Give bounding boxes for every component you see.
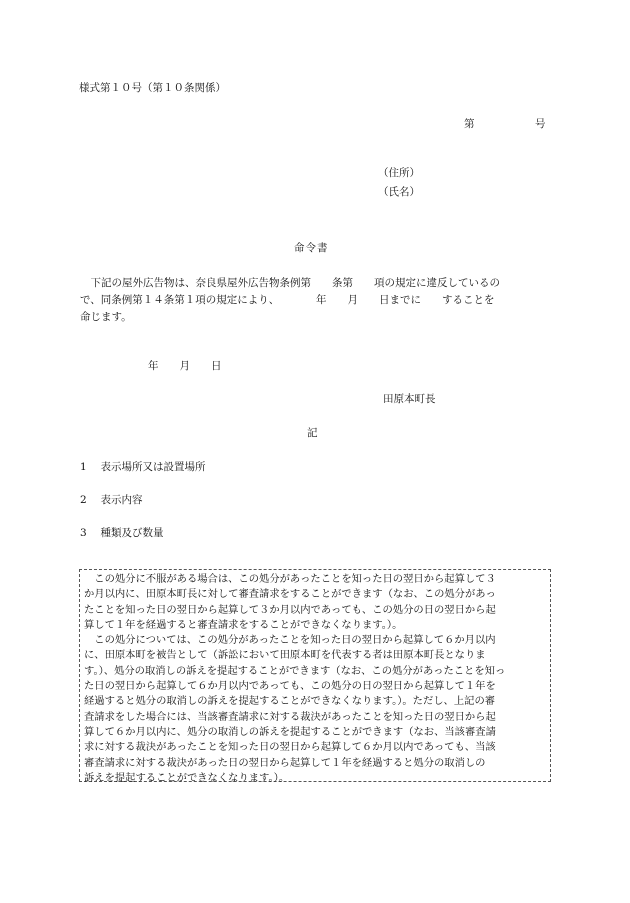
document-number-label: 第 [464, 118, 475, 130]
notice-line: この処分に不服がある場合は、この処分があったことを知った日の翌日から起算して３ [94, 573, 496, 585]
notice-line: 算して６か月以内に、処分の取消しの訴えを提起することができます（なお、当該審査請 [84, 725, 496, 738]
document-number-suffix: 号 [535, 118, 546, 130]
notice-line: 算して１年を経過すると審査請求をすることができなくなります。）。 [84, 618, 403, 631]
issuer-name: 田原本町長 [383, 393, 436, 405]
notice-line: この処分については、この処分があったことを知った日の翌日から起算して６か月以内 [94, 634, 496, 647]
item-display-content: 2 表示内容 [80, 494, 143, 506]
notice-line: に、田原本町を被告として（訴訟において田原本町を代表する者は田原本町長となりま [84, 649, 486, 662]
notice-line: 求に対する裁決があったことを知った日の翌日から起算して６か月以内であっても、当該 [84, 741, 496, 754]
date-line: 年 月 日 [148, 360, 222, 372]
ki-heading: 記 [307, 427, 318, 439]
appeal-notice-box [79, 569, 551, 782]
notice-line: たことを知った日の翌日から起算して３か月以内であっても、この処分の日の翌日から起 [84, 603, 496, 616]
body-line: 下記の屋外広告物は、奈良県屋外広告物条例第 条第 項の規定に違反しているの [90, 277, 500, 289]
name-label: （氏名） [378, 186, 420, 198]
order-body [80, 275, 552, 326]
notice-line: た日の翌日から起算して６か月以内であっても、この処分の日の翌日から起算して１年を [84, 680, 496, 693]
form-number: 様式第１０号（第１０条関係） [79, 82, 226, 94]
body-line: 命じます。 [80, 311, 132, 323]
item-type-quantity: 3 種類及び数量 [80, 527, 164, 539]
notice-line: か月以内に、田原本町長に対して審査請求をすることができます（なお、この処分があっ [84, 588, 496, 601]
item-display-location: 1 表示場所又は設置場所 [80, 461, 206, 473]
body-line: で、同条例第１４条第１項の規定により、 年 月 日までに することを [80, 294, 495, 306]
address-label: （住所） [378, 167, 420, 179]
notice-line: 訴えを提起することができなくなります。）。 [84, 771, 290, 784]
document-title: 命令書 [294, 242, 329, 254]
notice-line: 経過すると処分の取消しの訴えを提起することができなくなります。）。ただし、上記の審 [84, 695, 496, 708]
notice-line: す。）、処分の取消しの訴えを提起することができます（なお、この処分があったことを知っ [84, 664, 506, 677]
notice-line: 審査請求に対する裁決があった日の翌日から起算して１年を経過すると処分の取消しの [84, 756, 486, 769]
notice-line: 査請求をした場合には、当該審査請求に対する裁決があったことを知った日の翌日から起 [84, 710, 496, 723]
